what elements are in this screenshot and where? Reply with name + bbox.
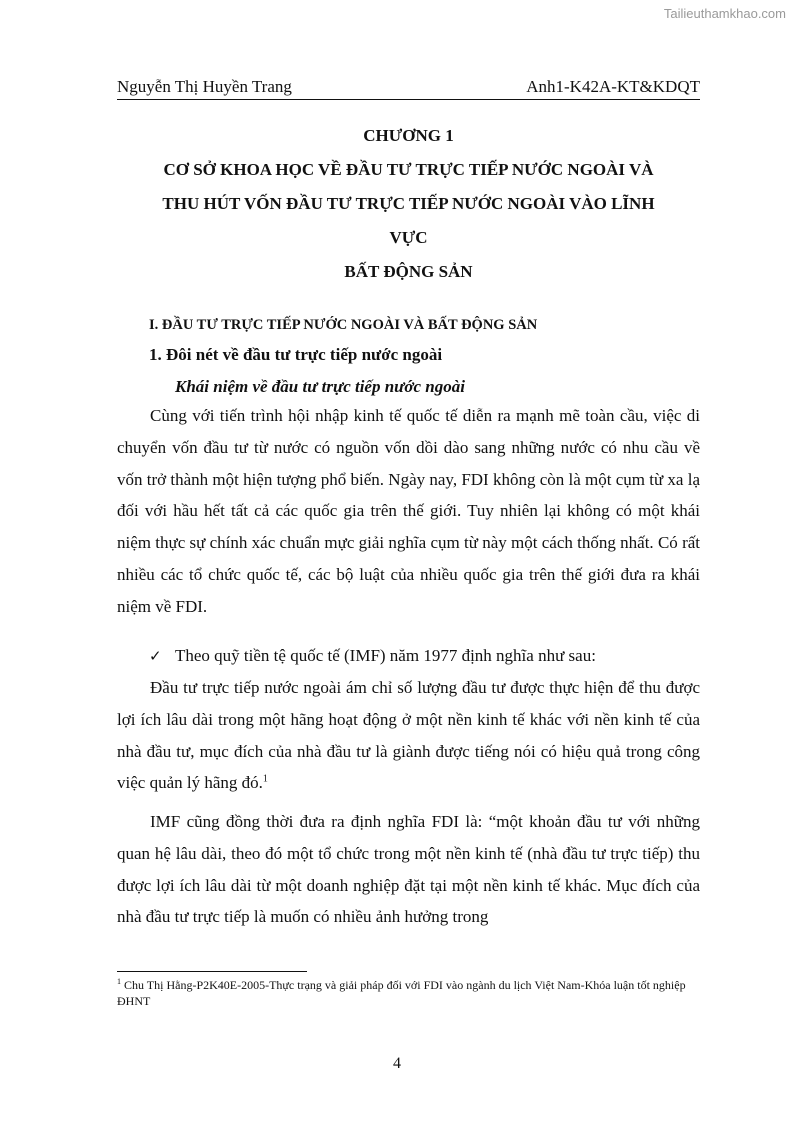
section-heading-roman: I. ĐẦU TƯ TRỰC TIẾP NƯỚC NGOÀI VÀ BẤT ĐỘNG SẢN — [149, 317, 538, 333]
paragraph-imf-text: Đầu tư trực tiếp nước ngoài ám chỉ số lượng đầu tư được thực hiện để thu được lợi ích lâu dài trong một hãng hoạt động ở một nền kinh tế khác với nền kinh tế của nhà đầu tư, mục đích của nhà đầu tư là giành được tiếng nói có hiệu quả trong công việc quản lý hãng đó. — [117, 678, 700, 793]
header-author: Nguyễn Thị Huyền Trang — [117, 77, 292, 96]
header-class: Anh1-K42A-KT&KDQT — [526, 77, 700, 96]
paragraph-intro: Cùng với tiến trình hội nhập kinh tế quốc tế diễn ra mạnh mẽ toàn cầu, việc di chuyển vốn đầu tư từ nước có nguồn vốn dồi dào sang những nước có nhu cầu về vốn trở thành một hiện tượng phổ biến. Ngày nay, FDI không còn là một cụm từ xa lạ đối với hầu hết tất cả các quốc gia trên thế giới. Tuy nhiên lại không có một khái niệm thực sự chính xác chuẩn mực giải nghĩa cụm từ này một cách thống nhất. Có rất nhiều các tổ chức quốc tế, các bộ luật của nhiều quốc gia trên thế giới đưa ra khái niệm về FDI. — [117, 406, 700, 616]
footnote-mark: 1 — [117, 977, 121, 986]
page-number: 4 — [393, 1055, 401, 1072]
check-list-item — [149, 640, 700, 673]
footnote-text: Chu Thị Hằng-P2K40E-2005-Thực trạng và giải pháp đối với FDI vào ngành du lịch Việt Nam-Khóa luận tốt nghiệp ĐHNT — [117, 978, 686, 1008]
chapter-title-line: THU HÚT VỐN ĐẦU TƯ TRỰC TIẾP NƯỚC NGOÀI VÀO LĨNH — [162, 194, 655, 213]
watermark: Tailieuthamkhao.com — [663, 6, 786, 21]
body-text-block — [117, 806, 700, 933]
footnote-reference: 1 — [262, 773, 268, 785]
paragraph-imf-fdi: IMF cũng đồng thời đưa ra định nghĩa FDI là: “một khoản đầu tư với những quan hệ lâu dài, theo đó một tổ chức trong một nền kinh tế (nhà đầu tư trực tiếp) thu được lợi ích lâu dài từ một doanh nghiệp đặt tại một nền kinh tế khác. Mục đích của nhà đầu tư trực tiếp là muốn có nhiều ảnh hưởng trong — [117, 812, 700, 927]
header-divider — [117, 99, 700, 100]
concept-heading: Khái niệm về đầu tư trực tiếp nước ngoài — [175, 377, 465, 396]
chapter-heading — [117, 119, 700, 289]
body-text-block — [117, 672, 700, 799]
chapter-title-line: VỰC — [389, 228, 428, 247]
check-list-text: Theo quỹ tiền tệ quốc tế (IMF) năm 1977 định nghĩa như sau: — [175, 646, 596, 665]
subsection-heading: 1. Đôi nét về đầu tư trực tiếp nước ngoài — [149, 345, 443, 364]
paragraph-imf-definition — [117, 672, 700, 799]
chapter-title-line: BẤT ĐỘNG SẢN — [344, 262, 473, 281]
body-text-block — [117, 400, 700, 623]
footnote-divider — [117, 971, 307, 972]
checkmark-icon: ✓ — [149, 647, 162, 665]
chapter-number: CHƯƠNG 1 — [363, 126, 454, 145]
chapter-title-line: CƠ SỞ KHOA HỌC VỀ ĐẦU TƯ TRỰC TIẾP NƯỚC NGOÀI VÀ — [163, 160, 654, 179]
running-header — [117, 77, 700, 97]
footnote — [117, 977, 700, 1009]
